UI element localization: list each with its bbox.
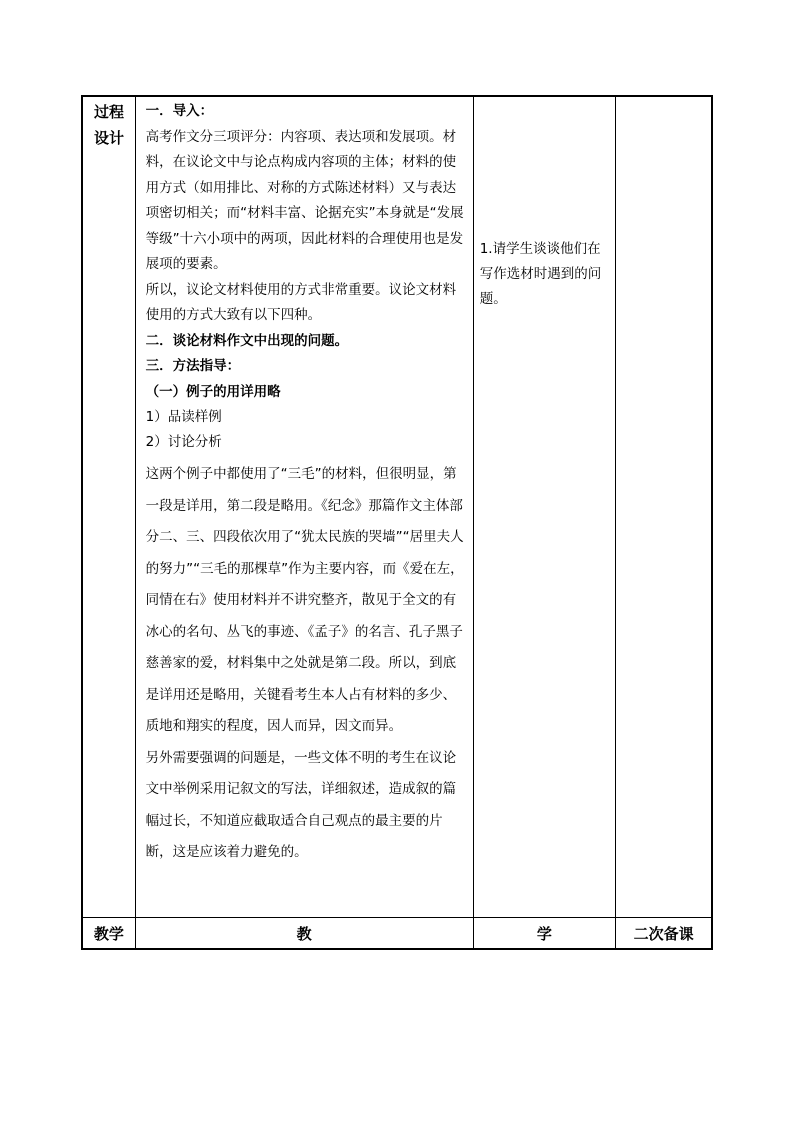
heading-method: 三．方法指导： <box>145 358 241 374</box>
teaching-content-cell <box>135 96 473 918</box>
step-1: 1）品读样例 <box>145 409 222 425</box>
step-2: 2）讨论分析 <box>145 434 222 450</box>
heading-problems: 二．谈论材料作文中出现的问题。 <box>145 332 349 349</box>
student-activity-text: 1.请学生谈谈他们在写作选材时遇到的问题。 <box>479 241 602 307</box>
footer-col-student: 学 <box>473 918 615 950</box>
row-label-line-1: 过程 <box>94 103 125 121</box>
student-activity-cell <box>473 96 615 918</box>
process-design-row <box>82 96 712 918</box>
second-prep-cell <box>616 96 712 918</box>
intro-paragraph-2: 所以，议论文材料使用的方式非常重要。议论文材料使用的方式大致有以下四种。 <box>145 281 457 323</box>
intro-heading: 一．导入： <box>145 103 214 119</box>
analysis-paragraph-1: 这两个例子中都使用了“三毛”的材料，但很明显，第一段是详用，第二段是略用。《纪念》那篇作文主体部分二、三、四段依次用了“犹太民族的哭墙”“居里夫人的努力”“三毛的那棵草”作为主要内容，而《爱在左，同情在右》使用材料并不讲究整齐，散见于全文的有冰心的名句、丛飞的事迹、《孟子》的名言、孔子黑子慈善家的爱，材料集中之处就是第二段。所以，到底是详用还是略用，关键看考生本人占有材料的多少、质地和翔实的程度，因人而异，因文而异。 <box>145 466 464 734</box>
footer-col-second-prep: 二次备课 <box>616 918 712 950</box>
intro-paragraph-1: 高考作文分三项评分：内容项、表达项和发展项。材料，在议论文中与论点构成内容项的主体；材料的使用方式（如用排比、对称的方式陈述材料）又与表达项密切相关；而“材料丰富、论据充实”本身就是“发展等级”十六小项中的两项，因此材料的合理使用也是发展项的要素。 <box>145 128 464 272</box>
analysis-paragraph-2: 另外需要强调的问题是，一些文体不明的考生在议论文中举例采用记叙文的写法，详细叙述，造成叙的篇幅过长，不知道应截取适合自己观点的最主要的片断，这是应该着力避免的。 <box>145 749 457 860</box>
footer-col-teaching: 教学 <box>82 918 135 950</box>
row-label-line-2: 设计 <box>94 129 125 147</box>
row-label-cell <box>82 96 135 918</box>
footer-col-teacher: 教 <box>135 918 473 950</box>
lesson-plan-table <box>81 95 713 950</box>
subheading-detail-brief: （一）例子的用详用略 <box>145 383 281 400</box>
row-label <box>83 97 135 151</box>
footer-row <box>82 918 712 950</box>
